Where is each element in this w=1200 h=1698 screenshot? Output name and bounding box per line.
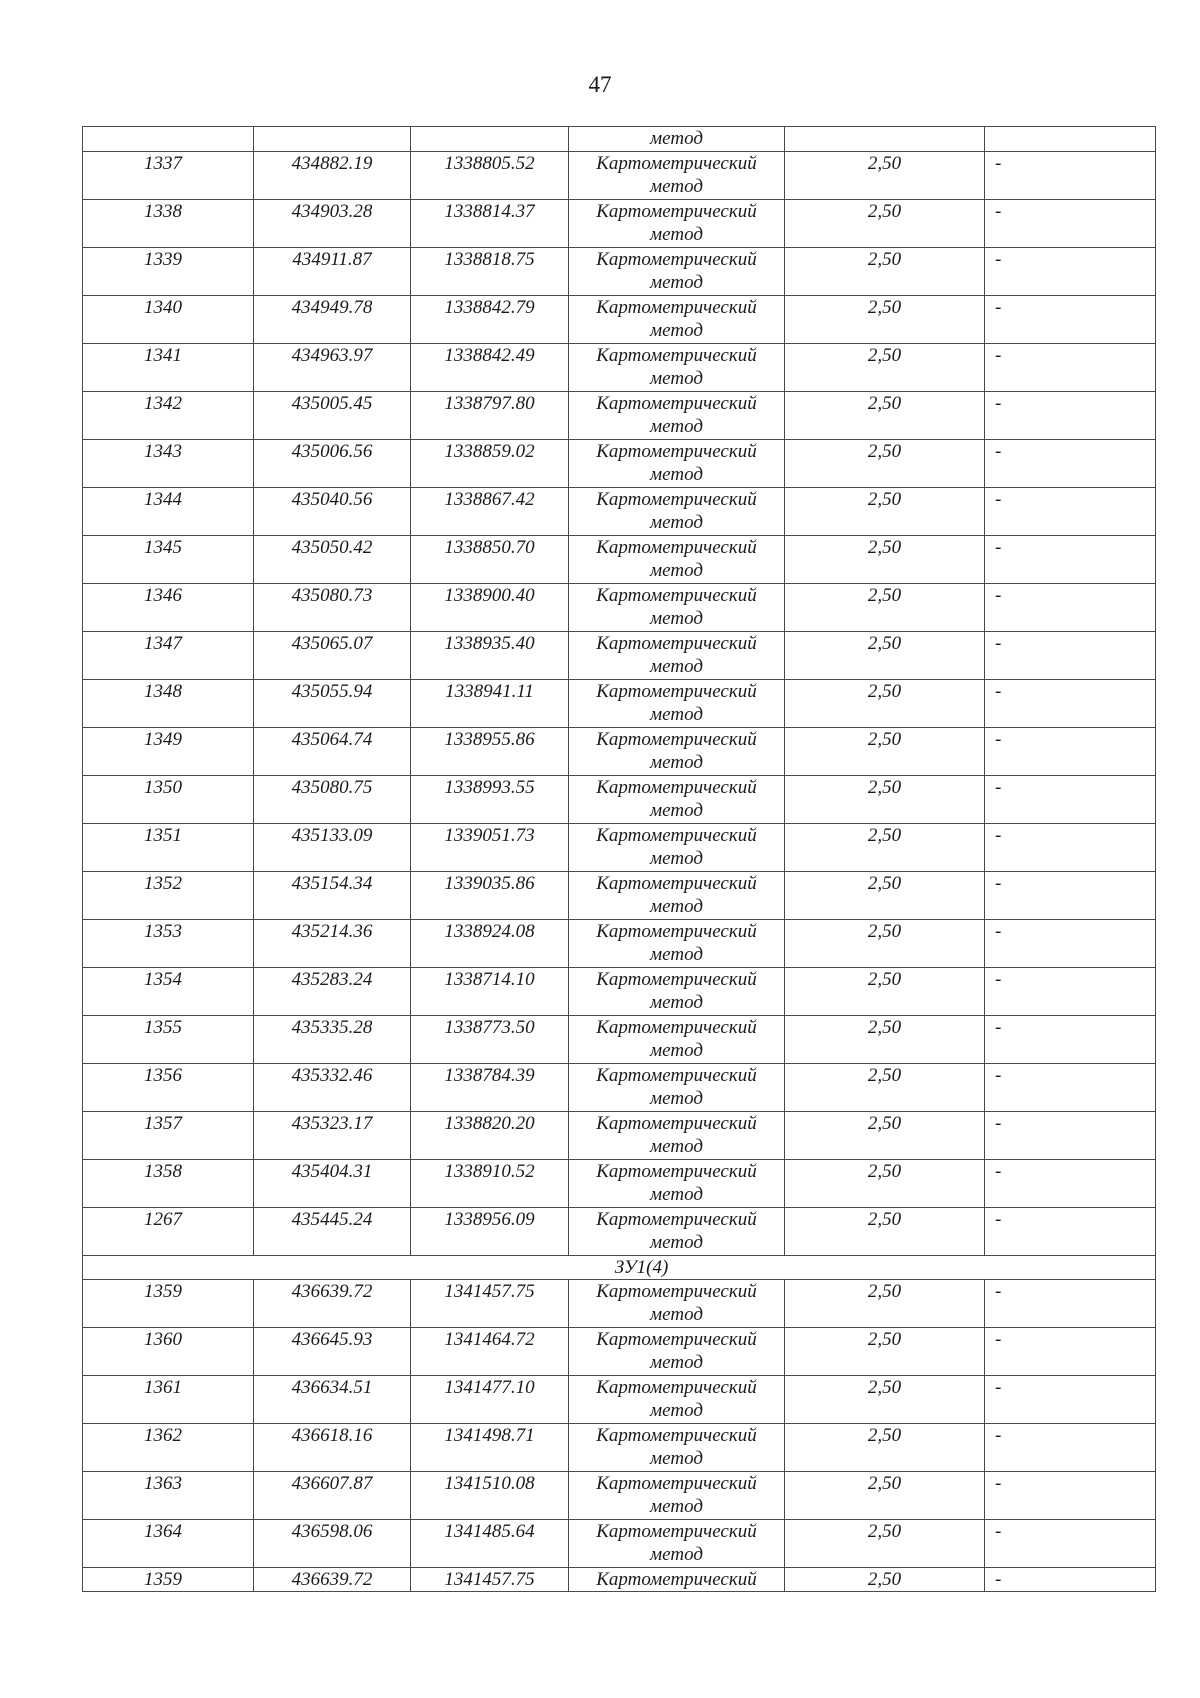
method-cell bbox=[569, 1568, 785, 1592]
coordinates-table bbox=[82, 126, 1156, 1592]
method-line-1: Картометрический bbox=[596, 921, 757, 942]
continuation-row bbox=[83, 127, 1156, 152]
precision-value: 2,50 bbox=[785, 1520, 985, 1568]
note-value: - bbox=[985, 1520, 1156, 1568]
table-row bbox=[83, 632, 1156, 680]
table-row bbox=[83, 248, 1156, 296]
method-line-1: Картометрический bbox=[596, 777, 757, 798]
coordinate-x: 435214.36 bbox=[254, 920, 411, 968]
method-line-1: Картометрический bbox=[596, 1329, 757, 1350]
point-number: 1346 bbox=[83, 584, 254, 632]
precision-value: 2,50 bbox=[785, 728, 985, 776]
point-number: 1358 bbox=[83, 1160, 254, 1208]
precision-value: 2,50 bbox=[785, 872, 985, 920]
coordinate-x: 435154.34 bbox=[254, 872, 411, 920]
coordinate-y: 1339035.86 bbox=[411, 872, 569, 920]
method-cell bbox=[569, 344, 785, 392]
table-row bbox=[83, 536, 1156, 584]
point-number: 1354 bbox=[83, 968, 254, 1016]
precision-value: 2,50 bbox=[785, 1424, 985, 1472]
coordinate-x: 435445.24 bbox=[254, 1208, 411, 1256]
table-row bbox=[83, 344, 1156, 392]
note-value: - bbox=[985, 392, 1156, 440]
method-line-2: метод bbox=[650, 704, 703, 725]
method-line-1: Картометрический bbox=[596, 633, 757, 654]
note-value: - bbox=[985, 1328, 1156, 1376]
note-value: - bbox=[985, 1424, 1156, 1472]
method-line-1: Картометрический bbox=[596, 1017, 757, 1038]
note-value: - bbox=[985, 440, 1156, 488]
coordinate-x: 435323.17 bbox=[254, 1112, 411, 1160]
precision-value: 2,50 bbox=[785, 920, 985, 968]
method-line-2: метод bbox=[650, 1448, 703, 1469]
coordinate-y: 1338993.55 bbox=[411, 776, 569, 824]
method-cell bbox=[569, 440, 785, 488]
precision-value: 2,50 bbox=[785, 632, 985, 680]
method-line-1: Картометрический bbox=[596, 1161, 757, 1182]
point-number: 1355 bbox=[83, 1016, 254, 1064]
method-line-1: Картометрический bbox=[596, 201, 757, 222]
method-cell bbox=[569, 1016, 785, 1064]
method-line-1: Картометрический bbox=[596, 1473, 757, 1494]
note-value: - bbox=[985, 1064, 1156, 1112]
method-line-2: метод bbox=[650, 512, 703, 533]
table-row bbox=[83, 728, 1156, 776]
precision-value: 2,50 bbox=[785, 824, 985, 872]
method-line-2: метод bbox=[650, 1232, 703, 1253]
method-line-2: метод bbox=[650, 224, 703, 245]
coordinate-y: 1341510.08 bbox=[411, 1472, 569, 1520]
note-value: - bbox=[985, 920, 1156, 968]
method-line-1: Картометрический bbox=[596, 537, 757, 558]
coordinate-x: 434963.97 bbox=[254, 344, 411, 392]
coordinate-y: 1338820.20 bbox=[411, 1112, 569, 1160]
point-number: 1338 bbox=[83, 200, 254, 248]
precision-value: 2,50 bbox=[785, 1472, 985, 1520]
coordinate-y: 1341457.75 bbox=[411, 1568, 569, 1592]
precision-value: 2,50 bbox=[785, 296, 985, 344]
method-line-2: метод bbox=[650, 1304, 703, 1325]
coordinate-y: 1338818.75 bbox=[411, 248, 569, 296]
method-cell bbox=[569, 1160, 785, 1208]
method-cell bbox=[569, 1280, 785, 1328]
method-cell bbox=[569, 1112, 785, 1160]
method-cell bbox=[569, 920, 785, 968]
note-value: - bbox=[985, 728, 1156, 776]
point-number: 1347 bbox=[83, 632, 254, 680]
coordinate-x: 435040.56 bbox=[254, 488, 411, 536]
coordinates-table-body bbox=[83, 127, 1156, 1592]
continuation-cell-num bbox=[83, 127, 254, 152]
note-value: - bbox=[985, 1472, 1156, 1520]
point-number: 1352 bbox=[83, 872, 254, 920]
note-value: - bbox=[985, 776, 1156, 824]
note-value: - bbox=[985, 1016, 1156, 1064]
point-number: 1348 bbox=[83, 680, 254, 728]
continuation-method: метод bbox=[569, 127, 785, 152]
method-line-1: Картометрический bbox=[596, 1569, 757, 1590]
method-line-2: метод bbox=[650, 464, 703, 485]
table-row bbox=[83, 152, 1156, 200]
coordinate-x: 435335.28 bbox=[254, 1016, 411, 1064]
precision-value: 2,50 bbox=[785, 1568, 985, 1592]
precision-value: 2,50 bbox=[785, 248, 985, 296]
table-row bbox=[83, 584, 1156, 632]
table-row bbox=[83, 1328, 1156, 1376]
point-number: 1344 bbox=[83, 488, 254, 536]
precision-value: 2,50 bbox=[785, 152, 985, 200]
coordinate-y: 1338859.02 bbox=[411, 440, 569, 488]
note-value: - bbox=[985, 248, 1156, 296]
table-row bbox=[83, 1568, 1156, 1592]
table-row bbox=[83, 680, 1156, 728]
precision-value: 2,50 bbox=[785, 1064, 985, 1112]
table-row bbox=[83, 1424, 1156, 1472]
coordinate-y: 1338900.40 bbox=[411, 584, 569, 632]
method-line-1: Картометрический bbox=[596, 873, 757, 894]
method-cell bbox=[569, 1208, 785, 1256]
coordinate-y: 1341477.10 bbox=[411, 1376, 569, 1424]
note-value: - bbox=[985, 872, 1156, 920]
precision-value: 2,50 bbox=[785, 1376, 985, 1424]
note-value: - bbox=[985, 680, 1156, 728]
method-line-2: метод bbox=[650, 368, 703, 389]
method-line-2: метод bbox=[650, 1088, 703, 1109]
continuation-cell-x bbox=[254, 127, 411, 152]
precision-value: 2,50 bbox=[785, 1160, 985, 1208]
table-row bbox=[83, 1208, 1156, 1256]
coordinate-x: 435332.46 bbox=[254, 1064, 411, 1112]
method-line-1: Картометрический bbox=[596, 1065, 757, 1086]
method-cell bbox=[569, 728, 785, 776]
method-line-2: метод bbox=[650, 1184, 703, 1205]
table-row bbox=[83, 392, 1156, 440]
point-number: 1359 bbox=[83, 1280, 254, 1328]
method-line-2: метод bbox=[650, 320, 703, 341]
point-number: 1350 bbox=[83, 776, 254, 824]
note-value: - bbox=[985, 1568, 1156, 1592]
table-row bbox=[83, 1520, 1156, 1568]
precision-value: 2,50 bbox=[785, 1328, 985, 1376]
coordinate-y: 1339051.73 bbox=[411, 824, 569, 872]
method-cell bbox=[569, 632, 785, 680]
coordinate-y: 1338867.42 bbox=[411, 488, 569, 536]
coordinate-x: 436607.87 bbox=[254, 1472, 411, 1520]
coordinate-y: 1338814.37 bbox=[411, 200, 569, 248]
precision-value: 2,50 bbox=[785, 536, 985, 584]
table-row bbox=[83, 920, 1156, 968]
note-value: - bbox=[985, 152, 1156, 200]
method-cell bbox=[569, 392, 785, 440]
method-line-2: метод bbox=[650, 272, 703, 293]
point-number: 1343 bbox=[83, 440, 254, 488]
point-number: 1356 bbox=[83, 1064, 254, 1112]
coordinate-y: 1338955.86 bbox=[411, 728, 569, 776]
note-value: - bbox=[985, 1376, 1156, 1424]
note-value: - bbox=[985, 632, 1156, 680]
point-number: 1339 bbox=[83, 248, 254, 296]
point-number: 1340 bbox=[83, 296, 254, 344]
method-line-1: Картометрический bbox=[596, 1113, 757, 1134]
note-value: - bbox=[985, 1160, 1156, 1208]
method-cell bbox=[569, 1424, 785, 1472]
coordinate-x: 435080.73 bbox=[254, 584, 411, 632]
point-number: 1341 bbox=[83, 344, 254, 392]
coordinate-x: 435006.56 bbox=[254, 440, 411, 488]
section-label: ЗУ1(4) bbox=[83, 1256, 1156, 1280]
precision-value: 2,50 bbox=[785, 392, 985, 440]
coordinate-x: 435080.75 bbox=[254, 776, 411, 824]
note-value: - bbox=[985, 536, 1156, 584]
coordinate-x: 436634.51 bbox=[254, 1376, 411, 1424]
method-line-1: Картометрический bbox=[596, 585, 757, 606]
method-line-1: Картометрический bbox=[596, 345, 757, 366]
method-cell bbox=[569, 824, 785, 872]
coordinate-y: 1338924.08 bbox=[411, 920, 569, 968]
method-line-1: Картометрический bbox=[596, 1209, 757, 1230]
method-line-2: метод bbox=[650, 1544, 703, 1565]
coordinate-y: 1338910.52 bbox=[411, 1160, 569, 1208]
method-line-2: метод bbox=[650, 1136, 703, 1157]
method-line-1: Картометрический bbox=[596, 441, 757, 462]
precision-value: 2,50 bbox=[785, 1208, 985, 1256]
method-cell bbox=[569, 200, 785, 248]
coordinate-y: 1341457.75 bbox=[411, 1280, 569, 1328]
method-line-1: Картометрический bbox=[596, 297, 757, 318]
method-line-1: Картометрический bbox=[596, 729, 757, 750]
point-number: 1363 bbox=[83, 1472, 254, 1520]
table-row bbox=[83, 440, 1156, 488]
coordinate-x: 436598.06 bbox=[254, 1520, 411, 1568]
method-line-2: метод bbox=[650, 176, 703, 197]
note-value: - bbox=[985, 1280, 1156, 1328]
table-row bbox=[83, 1064, 1156, 1112]
note-value: - bbox=[985, 584, 1156, 632]
method-line-2: метод bbox=[650, 848, 703, 869]
method-cell bbox=[569, 536, 785, 584]
method-line-2: метод bbox=[650, 1040, 703, 1061]
coordinate-x: 434882.19 bbox=[254, 152, 411, 200]
precision-value: 2,50 bbox=[785, 968, 985, 1016]
coordinate-y: 1338797.80 bbox=[411, 392, 569, 440]
table-row bbox=[83, 200, 1156, 248]
method-cell bbox=[569, 488, 785, 536]
method-line-2: метод bbox=[650, 1496, 703, 1517]
method-cell bbox=[569, 872, 785, 920]
coordinate-y: 1341498.71 bbox=[411, 1424, 569, 1472]
method-line-2: метод bbox=[650, 656, 703, 677]
method-line-2: метод bbox=[650, 560, 703, 581]
method-line-2: метод bbox=[650, 944, 703, 965]
precision-value: 2,50 bbox=[785, 200, 985, 248]
coordinate-y: 1341485.64 bbox=[411, 1520, 569, 1568]
coordinate-x: 436639.72 bbox=[254, 1568, 411, 1592]
note-value: - bbox=[985, 488, 1156, 536]
precision-value: 2,50 bbox=[785, 776, 985, 824]
method-line-1: Картометрический bbox=[596, 1281, 757, 1302]
coordinate-x: 435064.74 bbox=[254, 728, 411, 776]
coordinate-x: 436618.16 bbox=[254, 1424, 411, 1472]
method-line-1: Картометрический bbox=[596, 249, 757, 270]
coordinate-y: 1341464.72 bbox=[411, 1328, 569, 1376]
method-line-1: Картометрический bbox=[596, 1377, 757, 1398]
page-number: 47 bbox=[588, 72, 612, 97]
point-number: 1351 bbox=[83, 824, 254, 872]
coordinate-x: 435065.07 bbox=[254, 632, 411, 680]
table-row bbox=[83, 1472, 1156, 1520]
note-value: - bbox=[985, 344, 1156, 392]
point-number: 1364 bbox=[83, 1520, 254, 1568]
table-row bbox=[83, 1376, 1156, 1424]
table-row bbox=[83, 968, 1156, 1016]
method-cell bbox=[569, 1328, 785, 1376]
method-line-2: метод bbox=[650, 608, 703, 629]
method-line-1: Картометрический bbox=[596, 489, 757, 510]
coordinate-x: 434911.87 bbox=[254, 248, 411, 296]
method-line-1: Картометрический bbox=[596, 393, 757, 414]
method-cell bbox=[569, 1520, 785, 1568]
method-line-1: Картометрический bbox=[596, 1425, 757, 1446]
method-cell bbox=[569, 776, 785, 824]
table-row bbox=[83, 1160, 1156, 1208]
table-row bbox=[83, 824, 1156, 872]
point-number: 1357 bbox=[83, 1112, 254, 1160]
coordinate-x: 436639.72 bbox=[254, 1280, 411, 1328]
method-line-2: метод bbox=[650, 1352, 703, 1373]
method-line-2: метод bbox=[650, 992, 703, 1013]
coordinate-y: 1338956.09 bbox=[411, 1208, 569, 1256]
coordinate-x: 435050.42 bbox=[254, 536, 411, 584]
precision-value: 2,50 bbox=[785, 440, 985, 488]
method-line-1: Картометрический bbox=[596, 969, 757, 990]
coordinate-y: 1338842.49 bbox=[411, 344, 569, 392]
method-cell bbox=[569, 584, 785, 632]
continuation-cell-y bbox=[411, 127, 569, 152]
table-row bbox=[83, 1112, 1156, 1160]
precision-value: 2,50 bbox=[785, 1016, 985, 1064]
method-line-2: метод bbox=[650, 752, 703, 773]
point-number: 1337 bbox=[83, 152, 254, 200]
method-cell bbox=[569, 968, 785, 1016]
method-line-2: метод bbox=[650, 416, 703, 437]
coordinate-y: 1338773.50 bbox=[411, 1016, 569, 1064]
table-row bbox=[83, 872, 1156, 920]
continuation-cell-precision bbox=[785, 127, 985, 152]
precision-value: 2,50 bbox=[785, 344, 985, 392]
note-value: - bbox=[985, 968, 1156, 1016]
point-number: 1345 bbox=[83, 536, 254, 584]
coordinate-x: 435404.31 bbox=[254, 1160, 411, 1208]
coordinate-y: 1338842.79 bbox=[411, 296, 569, 344]
coordinate-x: 435133.09 bbox=[254, 824, 411, 872]
coordinate-x: 434949.78 bbox=[254, 296, 411, 344]
coordinate-y: 1338784.39 bbox=[411, 1064, 569, 1112]
coordinate-y: 1338805.52 bbox=[411, 152, 569, 200]
point-number: 1362 bbox=[83, 1424, 254, 1472]
method-cell bbox=[569, 1472, 785, 1520]
precision-value: 2,50 bbox=[785, 1112, 985, 1160]
coordinate-x: 435283.24 bbox=[254, 968, 411, 1016]
precision-value: 2,50 bbox=[785, 584, 985, 632]
coordinate-x: 436645.93 bbox=[254, 1328, 411, 1376]
note-value: - bbox=[985, 1112, 1156, 1160]
point-number: 1349 bbox=[83, 728, 254, 776]
table-row bbox=[83, 488, 1156, 536]
method-line-1: Картометрический bbox=[596, 1521, 757, 1542]
method-cell bbox=[569, 296, 785, 344]
method-line-2: метод bbox=[650, 1400, 703, 1421]
note-value: - bbox=[985, 296, 1156, 344]
method-line-2: метод bbox=[650, 896, 703, 917]
coordinate-y: 1338935.40 bbox=[411, 632, 569, 680]
table-row bbox=[83, 1280, 1156, 1328]
point-number: 1267 bbox=[83, 1208, 254, 1256]
note-value: - bbox=[985, 1208, 1156, 1256]
precision-value: 2,50 bbox=[785, 1280, 985, 1328]
method-line-1: Картометрический bbox=[596, 681, 757, 702]
coordinate-x: 435055.94 bbox=[254, 680, 411, 728]
point-number: 1359 bbox=[83, 1568, 254, 1592]
section-row bbox=[83, 1256, 1156, 1280]
coordinate-y: 1338714.10 bbox=[411, 968, 569, 1016]
point-number: 1342 bbox=[83, 392, 254, 440]
coordinate-x: 435005.45 bbox=[254, 392, 411, 440]
note-value: - bbox=[985, 824, 1156, 872]
point-number: 1353 bbox=[83, 920, 254, 968]
method-line-1: Картометрический bbox=[596, 825, 757, 846]
table-row bbox=[83, 1016, 1156, 1064]
note-value: - bbox=[985, 200, 1156, 248]
method-cell bbox=[569, 1064, 785, 1112]
method-line-1: Картометрический bbox=[596, 153, 757, 174]
precision-value: 2,50 bbox=[785, 488, 985, 536]
table-row bbox=[83, 776, 1156, 824]
point-number: 1361 bbox=[83, 1376, 254, 1424]
method-cell bbox=[569, 1376, 785, 1424]
method-cell bbox=[569, 680, 785, 728]
precision-value: 2,50 bbox=[785, 680, 985, 728]
coordinate-y: 1338850.70 bbox=[411, 536, 569, 584]
method-line-2: метод bbox=[650, 800, 703, 821]
coordinate-y: 1338941.11 bbox=[411, 680, 569, 728]
point-number: 1360 bbox=[83, 1328, 254, 1376]
continuation-cell-note bbox=[985, 127, 1156, 152]
table-row bbox=[83, 296, 1156, 344]
coordinate-x: 434903.28 bbox=[254, 200, 411, 248]
method-cell bbox=[569, 248, 785, 296]
method-cell bbox=[569, 152, 785, 200]
